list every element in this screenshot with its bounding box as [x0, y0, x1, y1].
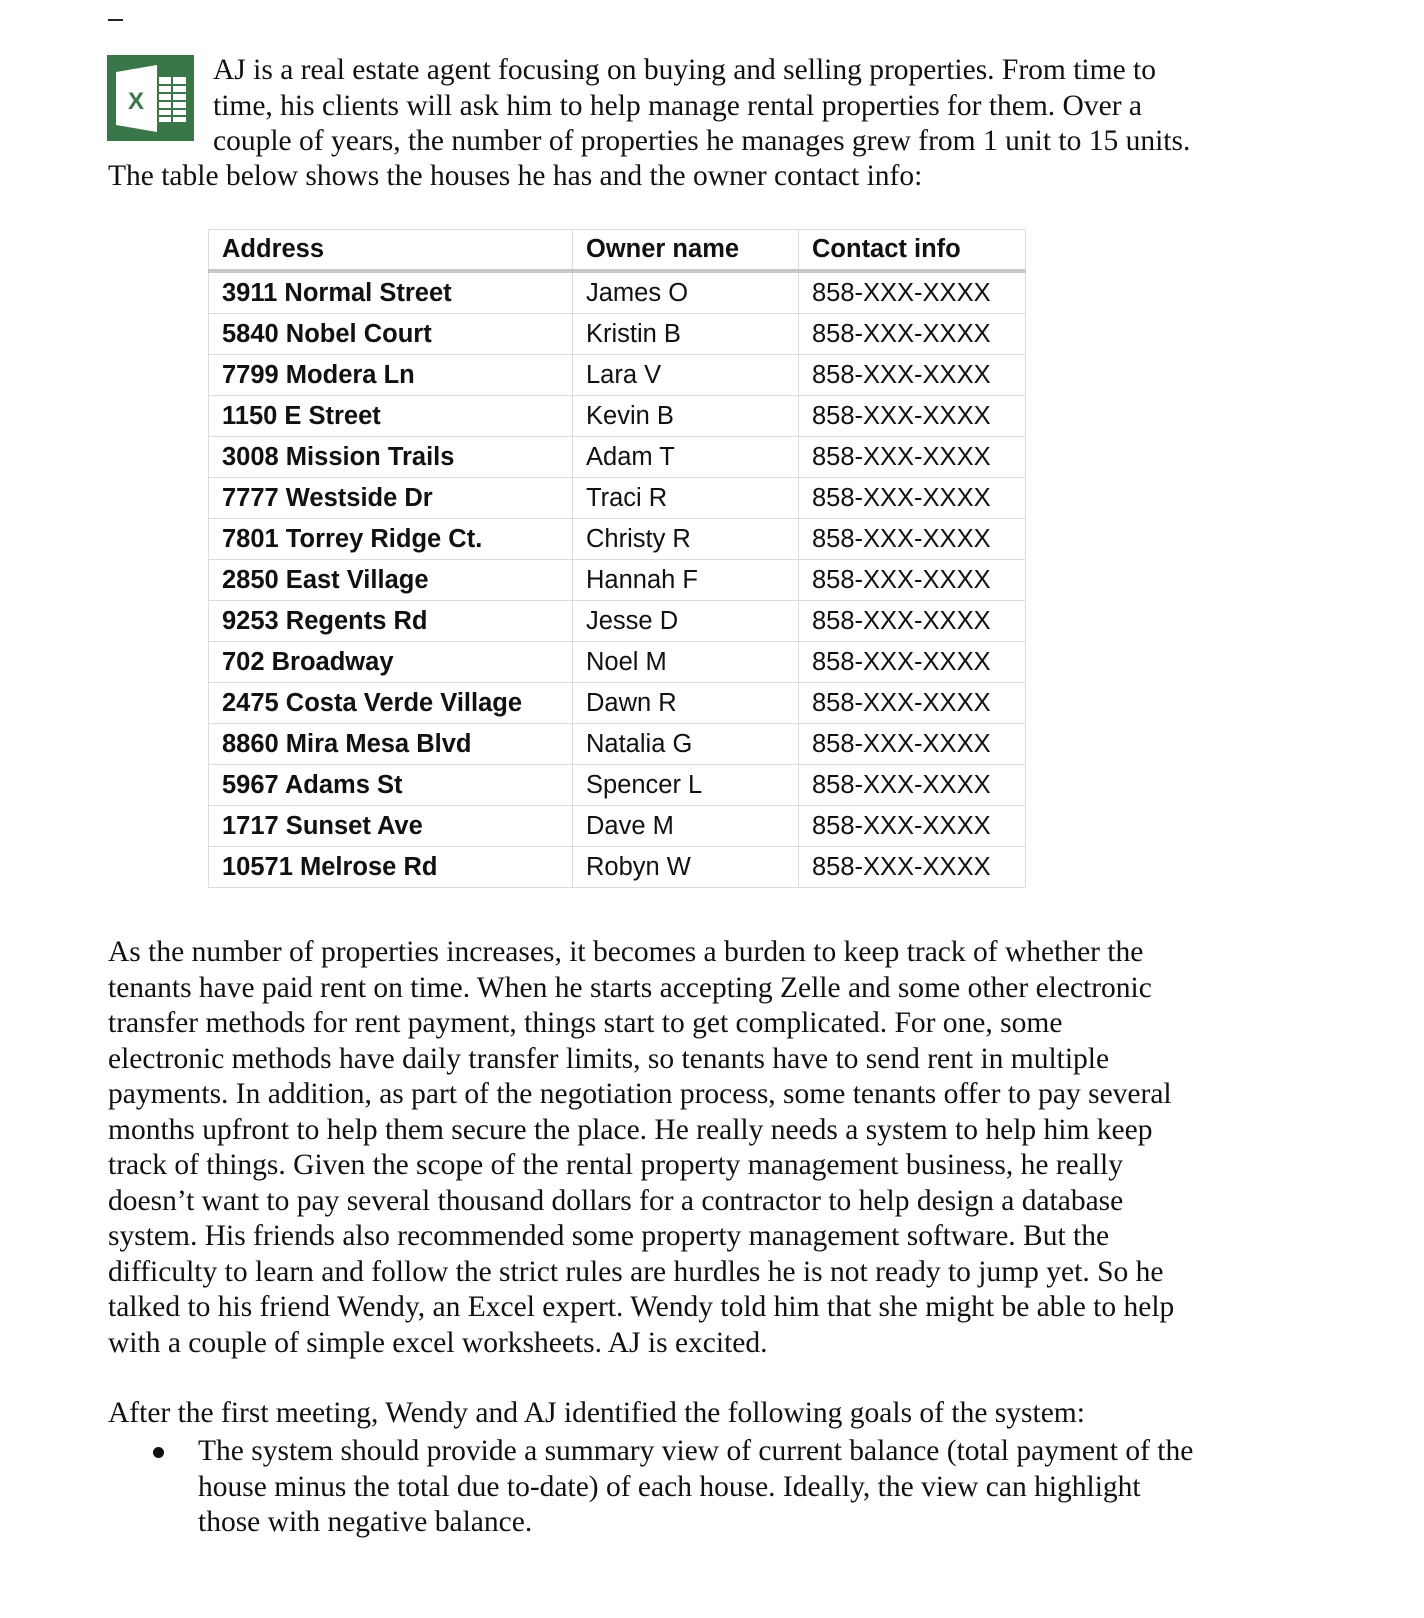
cell-address: 8860 Mira Mesa Blvd — [209, 724, 573, 765]
cell-contact-info: 858-XXX-XXXX — [799, 724, 1026, 765]
cell-owner-name: Christy R — [573, 519, 799, 560]
cell-contact-info: 858-XXX-XXXX — [799, 519, 1026, 560]
text-line: doesn’t want to pay several thousand dollars for a contractor to help design a database — [108, 1184, 1124, 1217]
intro-paragraph — [213, 53, 1190, 160]
cell-contact-info: 858-XXX-XXXX — [799, 765, 1026, 806]
goals-intro: After the first meeting, Wendy and AJ identified the following goals of the system: — [108, 1397, 1085, 1429]
text-line: couple of years, the number of properties he manages grew from 1 unit to 15 units. — [213, 125, 1191, 157]
table-row — [209, 601, 1026, 642]
cell-owner-name: Robyn W — [573, 847, 799, 888]
cell-address: 702 Broadway — [209, 642, 573, 683]
table-row — [209, 642, 1026, 683]
text-line: electronic methods have daily transfer limits, so tenants have to send rent in multiple — [108, 1042, 1110, 1075]
cell-address: 10571 Melrose Rd — [209, 847, 573, 888]
cell-owner-name: Spencer L — [573, 765, 799, 806]
header-address: Address — [209, 230, 573, 272]
cell-owner-name: James O — [573, 271, 799, 314]
table-row — [209, 806, 1026, 847]
cell-contact-info: 858-XXX-XXXX — [799, 314, 1026, 355]
cell-address: 3008 Mission Trails — [209, 437, 573, 478]
cell-contact-info: 858-XXX-XXXX — [799, 271, 1026, 314]
text-line: time, his clients will ask him to help manage rental properties for them. Over a — [213, 89, 1142, 122]
cell-address: 1717 Sunset Ave — [209, 806, 573, 847]
cell-address: 7801 Torrey Ridge Ct. — [209, 519, 573, 560]
cell-owner-name: Adam T — [573, 437, 799, 478]
intro-paragraph-end: The table below shows the houses he has and the owner contact info: — [108, 160, 923, 192]
svg-text:X: X — [127, 88, 145, 115]
text-line: months upfront to help them secure the place. He really needs a system to help him keep — [108, 1113, 1153, 1146]
cell-owner-name: Kevin B — [573, 396, 799, 437]
cell-address: 7799 Modera Ln — [209, 355, 573, 396]
cell-owner-name: Jesse D — [573, 601, 799, 642]
cell-address: 2850 East Village — [209, 560, 573, 601]
table-row — [209, 437, 1026, 478]
text-line: AJ is a real estate agent focusing on buying and selling properties. From time to — [213, 54, 1156, 86]
problem-paragraph — [108, 935, 1174, 1361]
text-line: payments. In addition, as part of the negotiation process, some tenants offer to pay several — [108, 1078, 1172, 1110]
properties-table — [208, 229, 1026, 888]
cell-contact-info: 858-XXX-XXXX — [799, 601, 1026, 642]
excel-logo-icon — [107, 55, 194, 141]
text-line: The system should provide a summary view of current balance (total payment of the — [198, 1435, 1194, 1467]
cell-contact-info: 858-XXX-XXXX — [799, 683, 1026, 724]
table-row — [209, 765, 1026, 806]
cell-owner-name: Kristin B — [573, 314, 799, 355]
text-line: tenants have paid rent on time. When he starts accepting Zelle and some other electronic — [108, 971, 1152, 1004]
cell-owner-name: Natalia G — [573, 724, 799, 765]
cell-address: 7777 Westside Dr — [209, 478, 573, 519]
text-line: system. His friends also recommended some property management software. But the — [108, 1220, 1110, 1252]
cell-owner-name: Noel M — [573, 642, 799, 683]
table-row — [209, 355, 1026, 396]
cell-owner-name: Dave M — [573, 806, 799, 847]
cell-address: 3911 Normal Street — [209, 271, 573, 314]
cell-contact-info: 858-XXX-XXXX — [799, 437, 1026, 478]
text-line: house minus the total due to-date) of each house. Ideally, the view can highlight — [198, 1470, 1141, 1503]
text-line: those with negative balance. — [198, 1506, 533, 1538]
table-row — [209, 724, 1026, 765]
goal-bullet-item — [198, 1434, 1193, 1541]
table-row — [209, 847, 1026, 888]
cell-contact-info: 858-XXX-XXXX — [799, 642, 1026, 683]
table-row — [209, 560, 1026, 601]
table-row — [209, 271, 1026, 314]
cell-contact-info: 858-XXX-XXXX — [799, 847, 1026, 888]
cell-owner-name: Lara V — [573, 355, 799, 396]
table-row — [209, 683, 1026, 724]
cell-address: 2475 Costa Verde Village — [209, 683, 573, 724]
table-row — [209, 396, 1026, 437]
cell-owner-name: Dawn R — [573, 683, 799, 724]
cell-contact-info: 858-XXX-XXXX — [799, 560, 1026, 601]
text-line: transfer methods for rent payment, things start to get complicated. For one, some — [108, 1007, 1063, 1039]
table-row — [209, 314, 1026, 355]
cell-contact-info: 858-XXX-XXXX — [799, 478, 1026, 519]
cell-address: 9253 Regents Rd — [209, 601, 573, 642]
cell-contact-info: 858-XXX-XXXX — [799, 355, 1026, 396]
table-row — [209, 519, 1026, 560]
header-contact-info: Contact info — [799, 230, 1026, 272]
text-line: talked to his friend Wendy, an Excel expert. Wendy told him that she might be able to help — [108, 1291, 1175, 1323]
cell-contact-info: 858-XXX-XXXX — [799, 806, 1026, 847]
dash-mark — [108, 19, 123, 21]
table-header-row — [209, 230, 1026, 272]
cell-contact-info: 858-XXX-XXXX — [799, 396, 1026, 437]
cell-owner-name: Traci R — [573, 478, 799, 519]
text-line: with a couple of simple excel worksheets. AJ is excited. — [108, 1326, 768, 1359]
text-line: As the number of properties increases, it becomes a burden to keep track of whether the — [108, 936, 1144, 968]
cell-address: 1150 E Street — [209, 396, 573, 437]
bullet-icon — [153, 1447, 164, 1458]
cell-owner-name: Hannah F — [573, 560, 799, 601]
table-row — [209, 478, 1026, 519]
cell-address: 5840 Nobel Court — [209, 314, 573, 355]
text-line: track of things. Given the scope of the rental property management business, he really — [108, 1149, 1123, 1181]
text-line: difficulty to learn and follow the strict rules are hurdles he is not ready to jump yet. So he — [108, 1255, 1164, 1288]
cell-address: 5967 Adams St — [209, 765, 573, 806]
header-owner-name: Owner name — [573, 230, 799, 272]
